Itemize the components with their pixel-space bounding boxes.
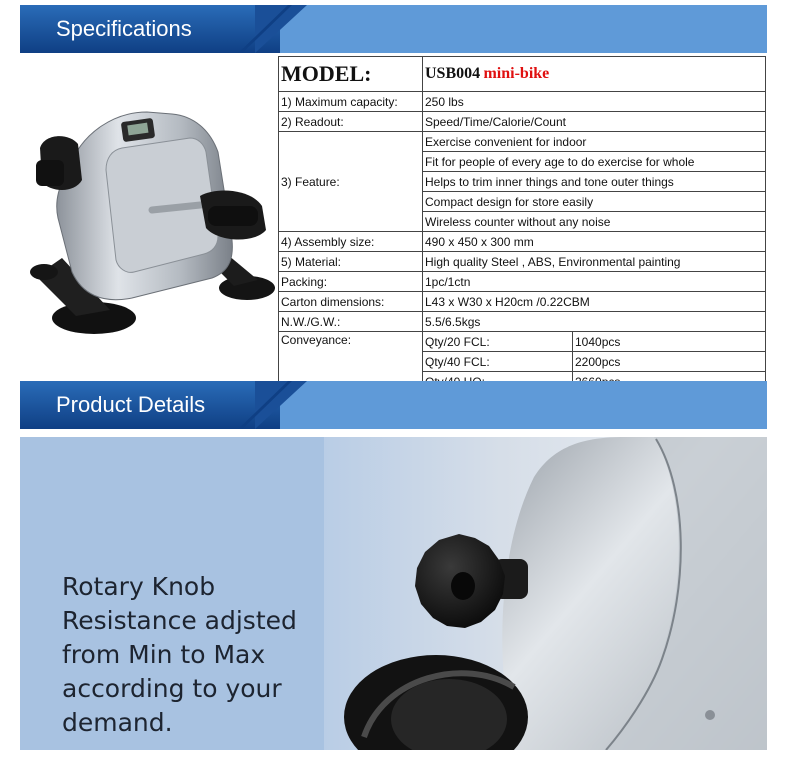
- table-row: [279, 232, 766, 252]
- product-details-title: Product Details: [56, 392, 206, 417]
- rotary-knob-detail: [20, 437, 767, 750]
- feature-item: Fit for people of every age to do exercise for whole: [423, 152, 766, 172]
- rotary-knob-text: [62, 570, 297, 740]
- rotary-knob-description: Resistance adjsted from Min to Max according to your demand.: [62, 606, 297, 737]
- row-label: 1) Maximum capacity:: [279, 92, 423, 112]
- row-value: L43 x W30 x H20cm /0.22CBM: [423, 292, 766, 312]
- table-row: [279, 112, 766, 132]
- table-row: [279, 332, 766, 352]
- conveyance-qty: 2200pcs: [573, 352, 766, 372]
- row-label: Conveyance:: [279, 332, 423, 392]
- row-label: Packing:: [279, 272, 423, 292]
- row-label: Carton dimensions:: [279, 292, 423, 312]
- conveyance-qty: 1040pcs: [573, 332, 766, 352]
- row-value: High quality Steel , ABS, Environmental painting: [423, 252, 766, 272]
- specifications-table: [278, 56, 766, 392]
- row-value: 5.5/6.5kgs: [423, 312, 766, 332]
- row-label: 2) Readout:: [279, 112, 423, 132]
- row-label: 5) Material:: [279, 252, 423, 272]
- row-value: 1pc/1ctn: [423, 272, 766, 292]
- rotary-knob-photo: [324, 437, 767, 750]
- row-value: Speed/Time/Calorie/Count: [423, 112, 766, 132]
- rotary-knob-heading: Rotary Knob: [62, 572, 216, 601]
- conveyance-type: Qty/40 FCL:: [423, 352, 573, 372]
- model-value: [423, 57, 766, 92]
- feature-item: Wireless counter without any noise: [423, 212, 766, 232]
- feature-item: Helps to trim inner things and tone outer things: [423, 172, 766, 192]
- specifications-title: Specifications: [56, 16, 192, 41]
- model-label: MODEL:: [279, 57, 423, 92]
- table-row: [279, 272, 766, 292]
- model-name: mini-bike: [483, 65, 550, 82]
- conveyance-type: Qty/20 FCL:: [423, 332, 573, 352]
- row-label: 4) Assembly size:: [279, 232, 423, 252]
- model-row: [279, 57, 766, 92]
- mini-bike-product-image: [22, 90, 278, 360]
- feature-item: Exercise convenient for indoor: [423, 132, 766, 152]
- table-row: [279, 132, 766, 152]
- row-value: 250 lbs: [423, 92, 766, 112]
- table-row: [279, 92, 766, 112]
- feature-item: Compact design for store easily: [423, 192, 766, 212]
- table-row: [279, 312, 766, 332]
- row-label: 3) Feature:: [279, 132, 423, 232]
- model-code: USB004: [425, 65, 481, 82]
- row-label: N.W./G.W.:: [279, 312, 423, 332]
- table-row: [279, 252, 766, 272]
- product-details-banner: [20, 381, 767, 429]
- row-value: 490 x 450 x 300 mm: [423, 232, 766, 252]
- table-row: [279, 292, 766, 312]
- specifications-banner: [20, 5, 767, 53]
